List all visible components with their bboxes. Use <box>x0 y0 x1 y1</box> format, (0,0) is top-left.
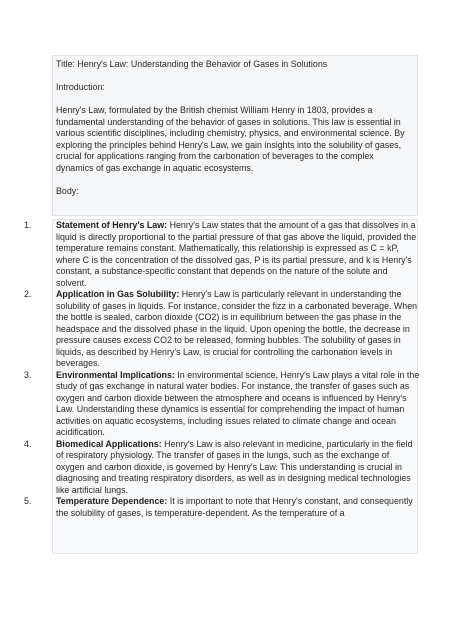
list-item-biomedical <box>24 439 420 497</box>
list-number: 5. <box>24 496 32 506</box>
list-item-environmental <box>24 370 420 439</box>
list-item-text: Henry's Law is particularly relevant in understanding the solubility of gases in liquids. For instance, consider the fizz in a carbonated beverage. When the bottle is sealed, carbon dioxide (CO2) is in equilibrium between the gas phase in the headspace and the dissolved phase in the liquid. Upon opening the bottle, the decrease in pressure causes excess CO2 to be released, forming bubbles. The solubility of gases in liquids, as described by Henry's Law, is crucial for controlling the carbonation levels in beverages. <box>56 289 418 368</box>
list-number: 3. <box>24 369 32 380</box>
list-item-text: Henry's Law states that the amount of a gas that dissolves in a liquid is directly proportional to the partial pressure of that gas above the liquid, provided the temperature remains constant. Mathematically, this relationship is expressed as C = kP, where C is the concentration of the dissolved gas, P is its partial pressure, and k is Henry's constant, a substance-specific constant that depends on the nature of the solute and solvent. <box>56 220 417 288</box>
list-number: 4. <box>24 438 32 449</box>
list-item-text: It is important to note that Henry's constant, and consequently the solubility of gases, is temperature-dependent. As the temperature of a <box>56 496 413 518</box>
list-item-heading: Environmental Implications: <box>56 369 175 380</box>
list-item-temperature <box>24 496 420 519</box>
list-item-heading: Biomedical Applications: <box>56 438 162 449</box>
document-title: Title: Henry's Law: Understanding the Behavior of Gases in Solutions <box>56 59 328 69</box>
list-number: 1. <box>24 220 32 230</box>
list-item-statement <box>24 220 420 289</box>
body-numbered-list <box>24 220 420 519</box>
list-item-heading: Application in Gas Solubility: <box>56 289 180 299</box>
introduction-paragraph: Henry's Law, formulated by the British chemist William Henry in 1803, provides a fundamental understanding of the behavior of gases in solutions. This law is essential in various scientific disciplines, including chemistry, physics, and environmental science. By exploring the principles behind Henry's Law, we gain insights into the solubility of gases, crucial for applications ranging from the carbonation of beverages to the complex dynamics of gas exchange in aquatic ecosystems. <box>56 105 405 173</box>
list-item-heading: Statement of Henry's Law: <box>56 220 168 230</box>
body-heading: Body: <box>56 185 79 196</box>
list-item-text: In environmental science, Henry's Law plays a vital role in the study of gas exchange in natural water bodies. For instance, the transfer of gases such as oxygen and carbon dioxide between the atmosphere and oceans is influenced by Henry's Law. Understanding these dynamics is essential for comprehending the impact of human activities on aquatic ecosystems, including issues related to climate change and ocean acidification. <box>56 369 420 437</box>
list-item-heading: Temperature Dependence: <box>56 496 168 506</box>
list-item-text: Henry's Law is also relevant in medicine, particularly in the field of respiratory physiology. The transfer of gases in the lungs, such as the exchange of oxygen and carbon dioxide, is governed by Henry's Law. This understanding is crucial in diagnosing and treating respiratory disorders, as well as in designing medical technologies like artificial lungs. <box>56 438 413 495</box>
introduction-heading: Introduction: <box>56 82 105 92</box>
list-number: 2. <box>24 289 32 299</box>
list-item-gas-solubility <box>24 289 420 370</box>
intro-block <box>52 55 418 216</box>
